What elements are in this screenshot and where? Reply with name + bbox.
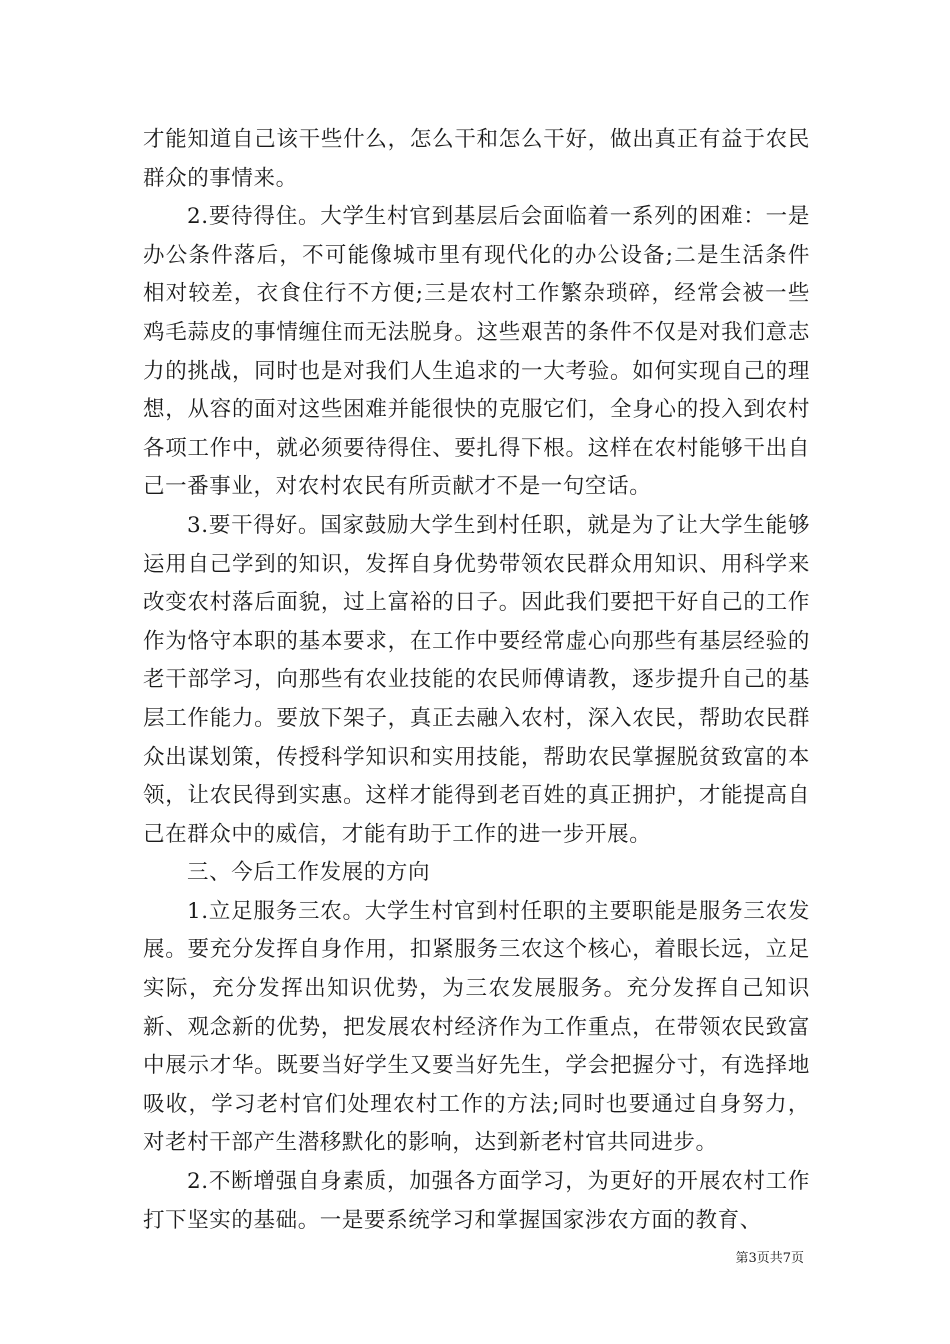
paragraph-4: 1.立足服务三农。大学生村官到村任职的主要职能是服务三农发展。要充分发挥自身作用，扣紧服务三农这个核心，着眼长远，立足实际，充分发挥出知识优势，为三农发展服务。充分发挥自己知识新、观念新的优势，把发展农村经济作为工作重点，在带领农民致富中展示才华。既要当好学生又要当好先生，学会把握分寸，有选择地吸收，学习老村官们处理农村工作的方法;同时也要通过自身努力，对老村干部产生潜移默化的影响，达到新老村官共同进步。 — [143, 898, 810, 1156]
section-heading: 三、今后工作发展的方向 — [187, 860, 431, 886]
paragraph-1: 才能知道自己该干些什么，怎么干和怎么干好，做出真正有益于农民群众的事情来。 — [143, 127, 810, 191]
paragraph-5: 2.不断增强自身素质，加强各方面学习，为更好的开展农村工作打下坚实的基础。一是要系统学习和掌握国家涉农方面的教育、 — [143, 1169, 810, 1233]
page-number: 第3页共7页 — [735, 1251, 804, 1266]
document-body — [143, 121, 810, 1240]
paragraph-2: 2.要待得住。大学生村官到基层后会面临着一系列的困难：一是办公条件落后，不可能像城市里有现代化的办公设备;二是生活条件相对较差，衣食住行不方便;三是农村工作繁杂琐碎，经常会被一些鸡毛蒜皮的事情缠住而无法脱身。这些艰苦的条件不仅是对我们意志力的挑战，同时也是对我们人生追求的一大考验。如何实现自己的理想，从容的面对这些困难并能很快的克服它们，全身心的投入到农村各项工作中，就必须要待得住、要扎得下根。这样在农村能够干出自己一番事业，对农村农民有所贡献才不是一句空话。 — [143, 204, 810, 500]
paragraph-3: 3.要干得好。国家鼓励大学生到村任职，就是为了让大学生能够运用自己学到的知识，发挥自身优势带领农民群众用知识、用科学来改变农村落后面貌，过上富裕的日子。因此我们要把干好自己的工作作为恪守本职的基本要求，在工作中要经常虚心向那些有基层经验的老干部学习，向那些有农业技能的农民师傅请教，逐步提升自己的基层工作能力。要放下架子，真正去融入农村，深入农民，帮助农民群众出谋划策，传授科学知识和实用技能，帮助农民掌握脱贫致富的本领，让农民得到实惠。这样才能得到老百姓的真正拥护，才能提高自己在群众中的威信，才能有助于工作的进一步开展。 — [143, 512, 810, 847]
